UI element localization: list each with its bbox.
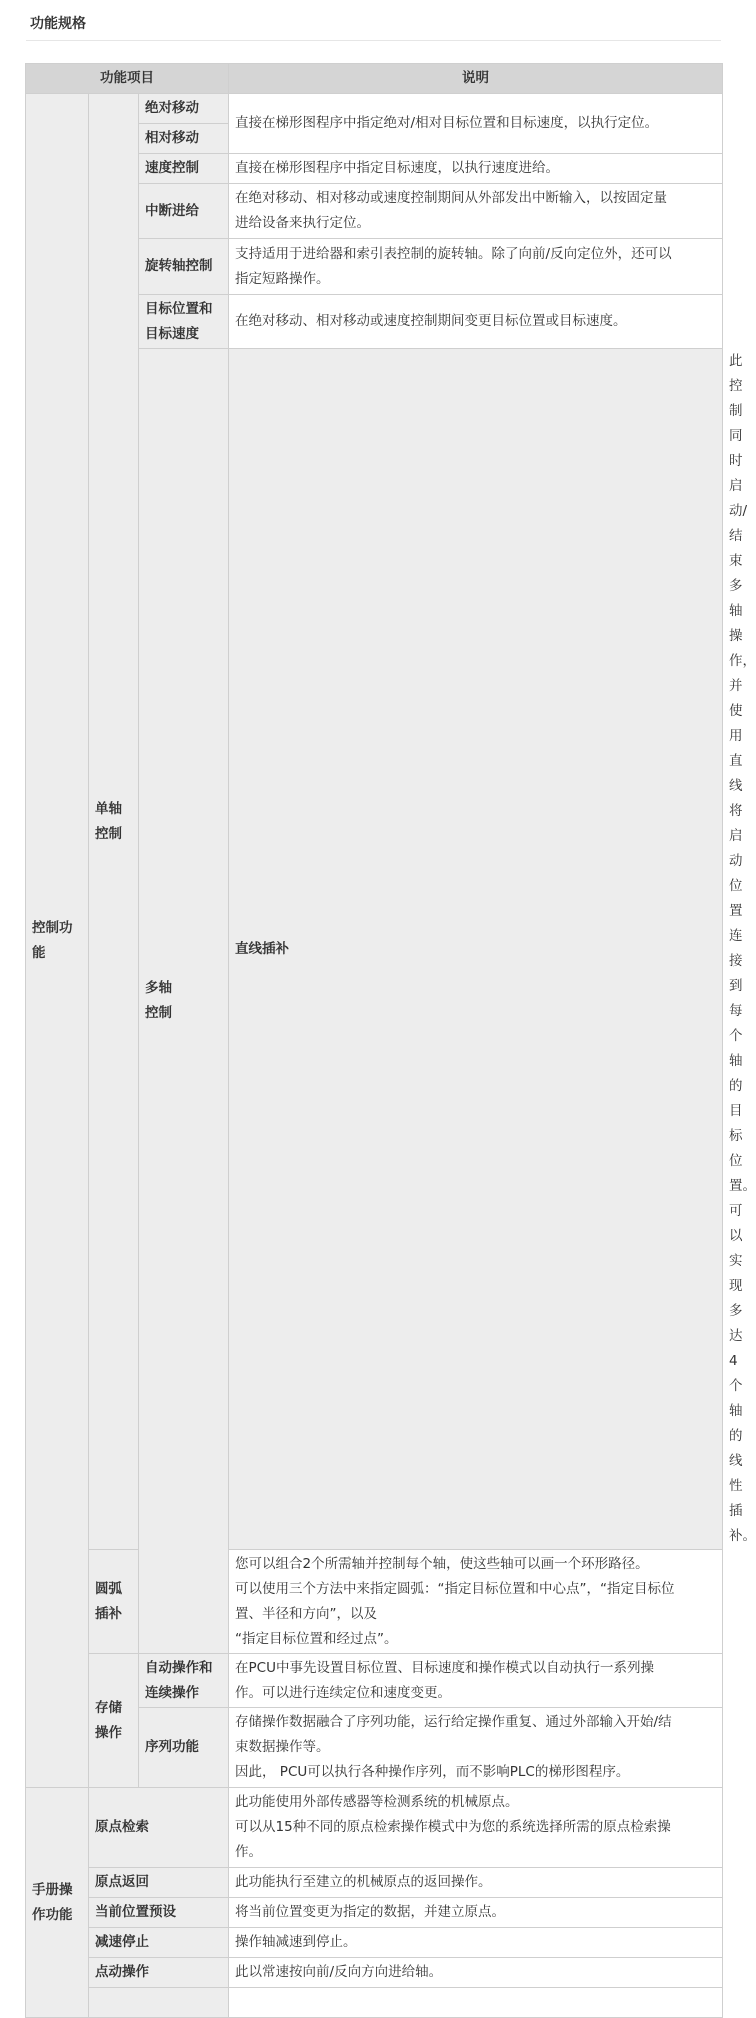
item-auto-continuous: 自动操作和 连续操作 <box>139 1654 229 1708</box>
table-row <box>26 1958 723 1988</box>
desc-next-cut <box>229 1988 723 2018</box>
desc-interrupt-feed: 在绝对移动、相对移动或速度控制期间从外部发出中断输入，以按固定量 进给设备来执行定位。 <box>229 184 723 239</box>
item-absolute-move: 绝对移动 <box>139 94 229 124</box>
table-row <box>26 94 723 124</box>
table-row <box>26 1654 723 1708</box>
desc-move: 直接在梯形图程序中指定绝对/相对目标位置和目标速度，以执行定位。 <box>229 94 723 154</box>
subcategory-storage: 存储 操作 <box>89 1654 139 1788</box>
desc-target-change: 在绝对移动、相对移动或速度控制期间变更目标位置或目标速度。 <box>229 295 723 349</box>
subcategory-multi-axis: 多轴 控制 <box>139 349 229 1654</box>
category-manual: 手册操 作功能 <box>26 1788 89 2018</box>
item-sequence: 序列功能 <box>139 1708 229 1788</box>
desc-origin-return: 此功能执行至建立的机械原点的返回操作。 <box>229 1868 723 1898</box>
desc-circular-interp: 您可以组合2个所需轴并控制每个轴，使这些轴可以画一个环形路径。 可以使用三个方法中来指定圆弧：“指定目标位置和中心点”，“指定目标位 置、半径和方向”，以及 “指定目标位置和经过点”。 <box>229 1550 723 1654</box>
header-description: 说明 <box>229 64 723 94</box>
item-relative-move: 相对移动 <box>139 124 229 154</box>
item-decel-stop: 减速停止 <box>89 1928 229 1958</box>
category-control: 控制功 能 <box>26 94 89 1788</box>
item-next-cut <box>89 1988 229 2018</box>
desc-auto-continuous: 在PCU中事先设置目标位置、目标速度和操作模式以自动执行一系列操 作。可以进行连续定位和速度变更。 <box>229 1654 723 1708</box>
table-row <box>26 1788 723 1868</box>
table-row: 多轴 控制 直线插补 此控制同时启动/结束多轴操作，并使用直线将启动位置连接到每个轴的目 标位置。可以实现多达4个轴的 线性插补。 <box>26 349 723 1550</box>
item-origin-search: 原点检索 <box>89 1788 229 1868</box>
desc-origin-search: 此功能使用外部传感器等检测系统的机械原点。 可以从15种不同的原点检索操作模式中为您的系统选择所需的原点检索操 作。 <box>229 1788 723 1868</box>
spec-table <box>25 63 756 2018</box>
desc-jog: 此以常速按向前/反向方向进给轴。 <box>229 1958 723 1988</box>
item-rotary-axis: 旋转轴控制 <box>139 239 229 295</box>
item-jog: 点动操作 <box>89 1958 229 1988</box>
item-circular-interp: 圆弧插补 <box>89 1550 139 1654</box>
table-row <box>26 1898 723 1928</box>
table-row <box>26 1868 723 1898</box>
desc-sequence: 存储操作数据融合了序列功能，运行给定操作重复、通过外部输入开始/结 束数据操作等。 因此， PCU可以执行各种操作序列，而不影响PLC的梯形图程序。 <box>229 1708 723 1788</box>
item-origin-return: 原点返回 <box>89 1868 229 1898</box>
item-interrupt-feed: 中断进给 <box>139 184 229 239</box>
table-row <box>26 1550 723 1654</box>
heading-divider <box>26 40 721 41</box>
desc-speed-control: 直接在梯形图程序中指定目标速度，以执行速度进给。 <box>229 154 723 184</box>
item-speed-control: 速度控制 <box>139 154 229 184</box>
desc-rotary-axis: 支持适用于进给器和索引表控制的旋转轴。除了向前/反向定位外，还可以 指定短路操作。 <box>229 239 723 295</box>
header-function-item: 功能项目 <box>26 64 229 94</box>
desc-position-preset: 将当前位置变更为指定的数据，并建立原点。 <box>229 1898 723 1928</box>
item-linear-interp: 直线插补 <box>229 349 723 1550</box>
item-position-preset: 当前位置预设 <box>89 1898 229 1928</box>
section-title: 功能规格 <box>30 16 86 32</box>
desc-decel-stop: 操作轴减速到停止。 <box>229 1928 723 1958</box>
subcategory-single-axis: 单轴 控制 <box>89 94 139 1550</box>
table-header-row <box>26 64 723 94</box>
table-row <box>26 1988 723 2018</box>
item-target-change: 目标位置和 目标速度 <box>139 295 229 349</box>
table-row <box>26 1928 723 1958</box>
